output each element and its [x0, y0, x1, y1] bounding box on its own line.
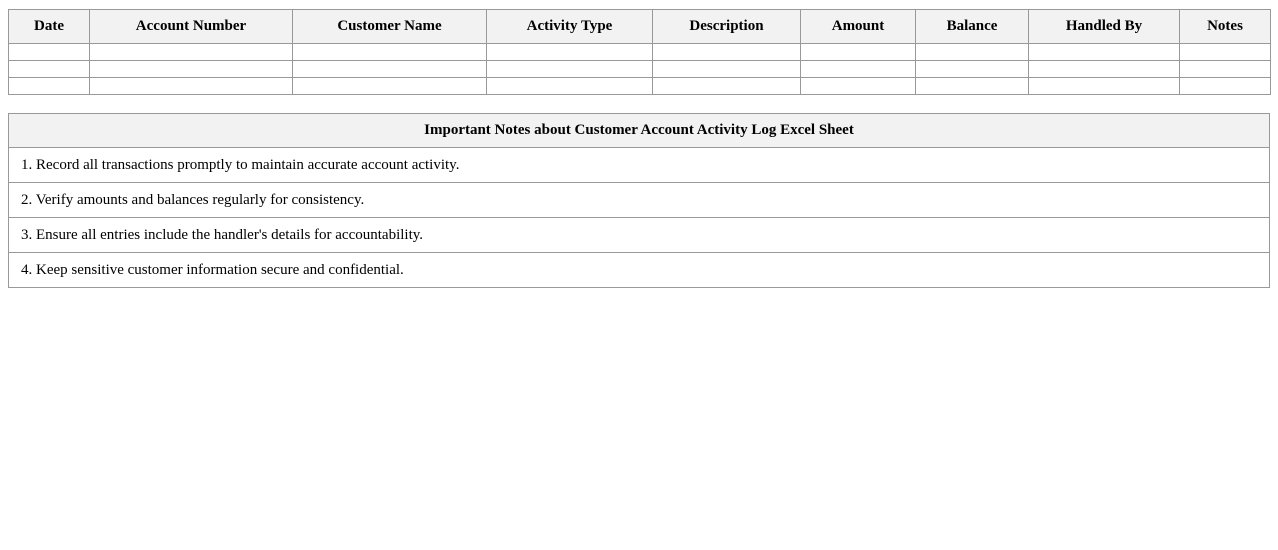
activity-log-table: [8, 9, 1271, 95]
table-cell[interactable]: [801, 78, 916, 95]
table-cell[interactable]: [90, 78, 293, 95]
table-cell[interactable]: [653, 44, 801, 61]
note-item: 2. Verify amounts and balances regularly for consistency.: [9, 183, 1270, 218]
table-row: [9, 78, 1271, 95]
header-amount: Amount: [801, 10, 916, 44]
table-row: [9, 44, 1271, 61]
table-cell[interactable]: [9, 61, 90, 78]
table-cell[interactable]: [916, 44, 1029, 61]
header-date: Date: [9, 10, 90, 44]
notes-title: Important Notes about Customer Account Activity Log Excel Sheet: [9, 114, 1270, 148]
notes-table: [8, 113, 1270, 288]
table-cell[interactable]: [9, 44, 90, 61]
table-cell[interactable]: [9, 78, 90, 95]
table-cell[interactable]: [487, 61, 653, 78]
table-cell[interactable]: [293, 61, 487, 78]
header-notes: Notes: [1180, 10, 1271, 44]
note-row: [9, 183, 1270, 218]
table-cell[interactable]: [1029, 78, 1180, 95]
table-cell[interactable]: [293, 44, 487, 61]
header-row: [9, 10, 1271, 44]
table-cell[interactable]: [1180, 61, 1271, 78]
header-handled-by: Handled By: [1029, 10, 1180, 44]
header-customer-name: Customer Name: [293, 10, 487, 44]
page: [8, 9, 1270, 288]
table-cell[interactable]: [801, 44, 916, 61]
note-row: [9, 253, 1270, 288]
table-cell[interactable]: [90, 44, 293, 61]
table-cell[interactable]: [1180, 78, 1271, 95]
note-item: 4. Keep sensitive customer information secure and confidential.: [9, 253, 1270, 288]
table-cell[interactable]: [293, 78, 487, 95]
table-cell[interactable]: [801, 61, 916, 78]
header-account-number: Account Number: [90, 10, 293, 44]
table-cell[interactable]: [916, 78, 1029, 95]
header-balance: Balance: [916, 10, 1029, 44]
header-activity-type: Activity Type: [487, 10, 653, 44]
table-cell[interactable]: [1029, 44, 1180, 61]
note-item: 3. Ensure all entries include the handler's details for accountability.: [9, 218, 1270, 253]
table-cell[interactable]: [653, 78, 801, 95]
table-cell[interactable]: [1029, 61, 1180, 78]
table-cell[interactable]: [916, 61, 1029, 78]
table-row: [9, 61, 1271, 78]
table-cell[interactable]: [90, 61, 293, 78]
table-cell[interactable]: [1180, 44, 1271, 61]
note-item: 1. Record all transactions promptly to maintain accurate account activity.: [9, 148, 1270, 183]
note-row: [9, 218, 1270, 253]
note-row: [9, 148, 1270, 183]
table-cell[interactable]: [653, 61, 801, 78]
table-cell[interactable]: [487, 44, 653, 61]
table-cell[interactable]: [487, 78, 653, 95]
header-description: Description: [653, 10, 801, 44]
